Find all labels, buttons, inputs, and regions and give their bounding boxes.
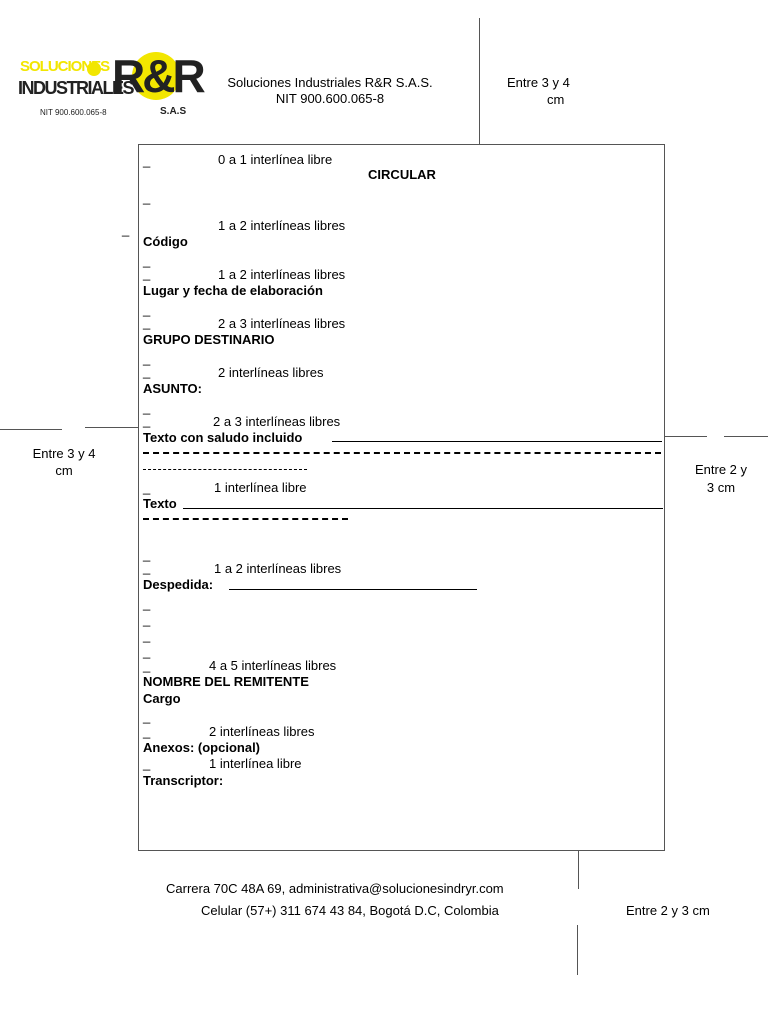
field-asunto: ASUNTO: <box>143 381 202 396</box>
bottom-margin-line-a <box>578 851 579 889</box>
right-margin-label-1: Entre 2 y <box>694 462 748 477</box>
spacing-note: 0 a 1 interlínea libre <box>218 152 333 167</box>
marker: _ <box>143 560 151 575</box>
footer-address: Carrera 70C 48A 69, administrativa@solucionesindryr.com <box>166 881 504 896</box>
document-title: CIRCULAR <box>368 167 436 182</box>
despedida-underline <box>229 589 477 590</box>
logo-line2: INDUSTRIALES <box>18 78 134 98</box>
bottom-margin-line-b <box>577 925 578 975</box>
dashed-fill-line <box>143 452 661 454</box>
marker: _ <box>143 612 151 627</box>
header-company: Soluciones Industriales R&R S.A.S. <box>227 75 433 90</box>
spacing-note: 2 a 3 interlíneas libres <box>218 316 346 331</box>
marker: _ <box>143 413 151 428</box>
spacing-note: 1 interlínea libre <box>209 756 302 771</box>
left-margin-label-1: Entre 3 y 4 <box>32 446 96 461</box>
logo-sas: S.A.S <box>160 106 187 117</box>
marker: _ <box>143 547 151 562</box>
field-remitente: NOMBRE DEL REMITENTE <box>143 674 309 689</box>
bottom-margin-label: Entre 2 y 3 cm <box>626 903 710 918</box>
marker: _ <box>143 266 151 281</box>
marker: _ <box>143 596 151 611</box>
spacing-note: 2 interlíneas libres <box>209 724 315 739</box>
marker: _ <box>143 709 151 724</box>
spacing-note: 1 a 2 interlíneas libres <box>218 218 346 233</box>
right-margin-line-b <box>724 436 768 437</box>
spacing-note: 2 a 3 interlíneas libres <box>213 414 341 429</box>
marker: _ <box>143 190 151 205</box>
field-anexos: Anexos: (opcional) <box>143 740 261 755</box>
field-despedida: Despedida: <box>143 577 214 592</box>
logo-rr: R&R <box>112 50 203 102</box>
marker: _ <box>143 628 151 643</box>
field-texto-saludo: Texto con saludo incluido <box>143 430 303 445</box>
field-grupo-destinario: GRUPO DESTINARIO <box>143 332 275 347</box>
left-margin-line-a <box>0 429 62 430</box>
marker: _ <box>143 302 151 317</box>
marker: _ <box>143 480 151 495</box>
top-margin-line <box>479 18 480 144</box>
logo-line1: SOLUCIONES <box>20 58 110 75</box>
field-transcriptor: Transcriptor: <box>143 773 224 788</box>
marker: _ <box>143 400 151 415</box>
top-margin-label-1: Entre 3 y 4 <box>507 75 570 90</box>
field-cargo: Cargo <box>143 691 181 706</box>
spacing-note: 1 a 2 interlíneas libres <box>218 267 346 282</box>
right-margin-line-a <box>665 436 707 437</box>
left-marker: _ <box>122 222 130 237</box>
field-codigo: Código <box>143 234 188 249</box>
marker: _ <box>143 364 151 379</box>
logo-nit: NIT 900.600.065-8 <box>40 108 107 117</box>
marker: _ <box>143 315 151 330</box>
marker: _ <box>143 644 151 659</box>
marker: _ <box>143 724 151 739</box>
dashed-fill-line <box>143 469 307 470</box>
marker: _ <box>143 253 151 268</box>
dashed-fill-line <box>143 518 348 520</box>
top-margin-label-2: cm <box>547 92 565 107</box>
left-margin-line-b <box>85 427 138 428</box>
texto-saludo-underline <box>332 441 662 442</box>
spacing-note: 1 interlínea libre <box>214 480 307 495</box>
footer-phone: Celular (57+) 311 674 43 84, Bogotá D.C, Colombia <box>201 903 499 918</box>
right-margin-label-2: 3 cm <box>706 480 736 495</box>
field-texto: Texto <box>143 496 177 511</box>
company-logo <box>16 48 203 123</box>
marker: _ <box>143 153 151 168</box>
spacing-note: 2 interlíneas libres <box>218 365 324 380</box>
field-lugar-fecha: Lugar y fecha de elaboración <box>143 283 323 298</box>
texto-underline <box>183 508 663 509</box>
spacing-note: 4 a 5 interlíneas libres <box>209 658 337 673</box>
marker: _ <box>143 658 151 673</box>
header-nit: NIT 900.600.065-8 <box>275 91 385 106</box>
marker: _ <box>143 756 151 771</box>
spacing-note: 1 a 2 interlíneas libres <box>214 561 342 576</box>
left-margin-label-2: cm <box>55 463 73 478</box>
marker: _ <box>143 351 151 366</box>
